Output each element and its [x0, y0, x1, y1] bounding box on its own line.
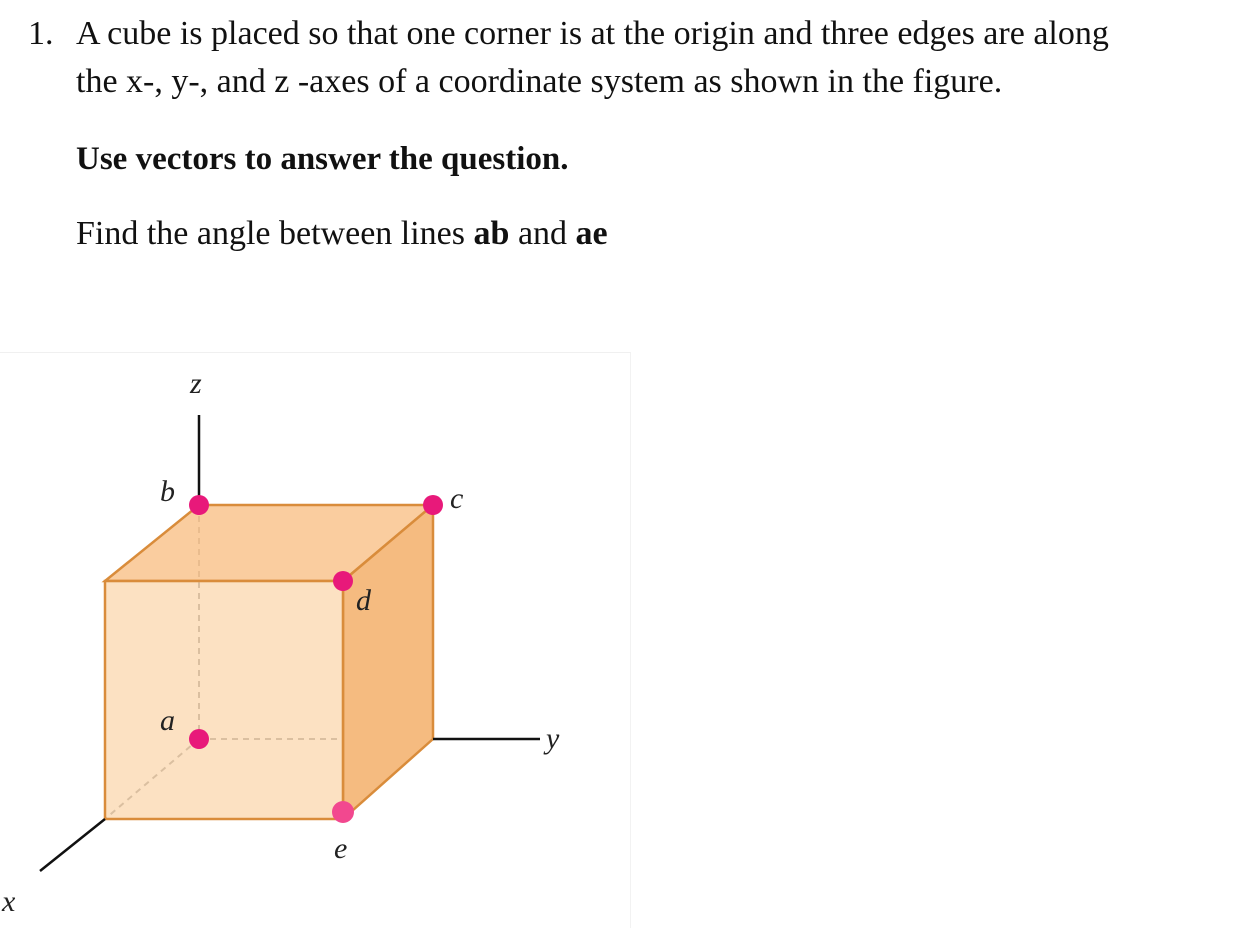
point-e [332, 801, 354, 823]
prompt-prefix: Find the angle between lines [76, 215, 474, 252]
point-d [333, 571, 353, 591]
label-y: y [546, 722, 560, 755]
cube-diagram [0, 353, 630, 928]
label-a: a [160, 704, 175, 737]
question-number: 1. [28, 15, 54, 52]
label-x: x [2, 885, 16, 918]
cube-figure [0, 352, 631, 928]
point-b [189, 495, 209, 515]
label-c: c [450, 482, 464, 515]
label-b: b [160, 475, 175, 508]
instruction: Use vectors to answer the question. [76, 141, 569, 177]
line-ab: ab [473, 215, 510, 252]
label-d: d [356, 584, 371, 617]
question-text-line-2: the x-, y-, and z -axes of a coordinate system as shown in the figure. [76, 63, 1003, 100]
x-axis [40, 819, 105, 871]
question-text-line-1: A cube is placed so that one corner is at the origin and three edges are along [76, 15, 1109, 52]
front-face [105, 581, 343, 819]
point-c [423, 495, 443, 515]
label-z: z [190, 367, 202, 400]
point-a [189, 729, 209, 749]
question-prompt [76, 214, 608, 254]
label-e: e [334, 832, 348, 865]
prompt-middle: and [509, 215, 576, 252]
line-ae: ae [575, 215, 608, 252]
